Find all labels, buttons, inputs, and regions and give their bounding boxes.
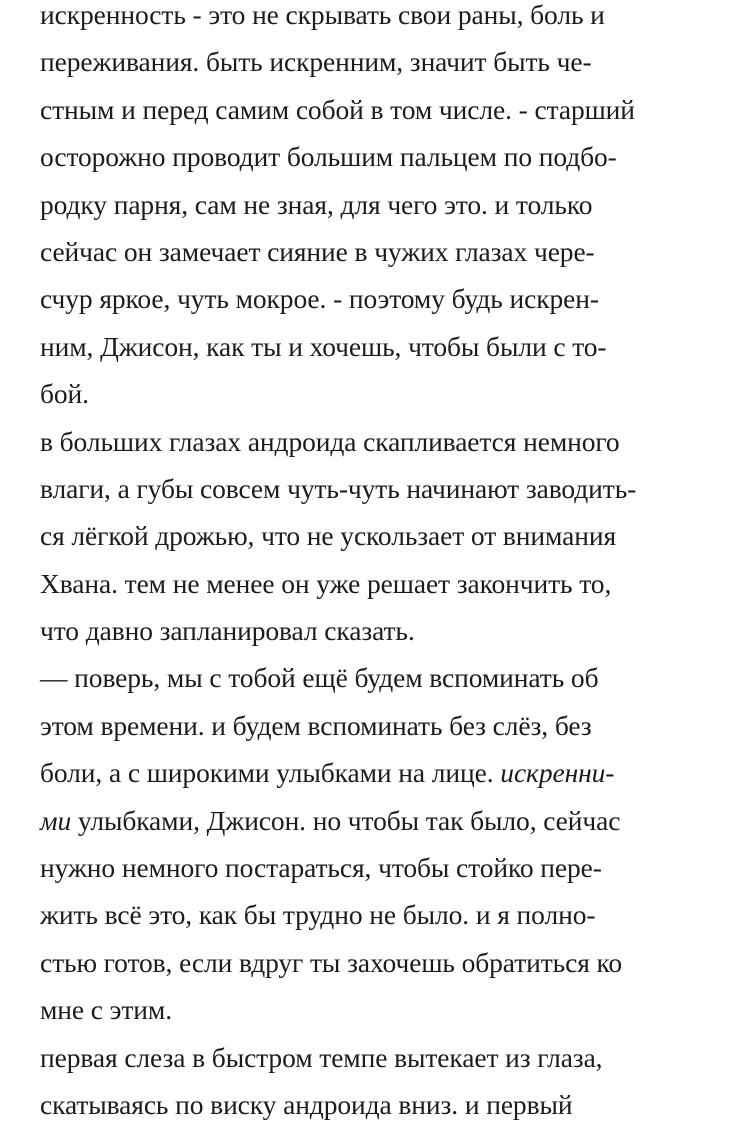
text-run: переживания. быть искренним, значит быть че-	[40, 46, 592, 78]
text-run: улыбками, Джисон. но чтобы так было, сейчас	[71, 804, 621, 836]
text-line	[40, 939, 730, 986]
text-run: нужно немного постараться, чтобы стойко пере-	[40, 852, 602, 884]
text-line	[40, 797, 730, 844]
text-run: первая слеза в быстром темпе вытекает из глаза,	[40, 1041, 603, 1073]
text-run: в больших глазах андроида скапливается немного	[40, 425, 620, 457]
text-line	[40, 133, 730, 180]
text-line	[40, 418, 730, 465]
text-run: родку парня, сам не зная, для чего это. и только	[40, 188, 593, 220]
text-run: сейчас он замечает сияние в чужих глазах чере-	[40, 235, 595, 267]
text-line	[40, 275, 730, 322]
text-run: бой.	[40, 378, 89, 410]
text-run: стным и перед самим собой в том числе. - старший	[40, 93, 635, 125]
text-line	[40, 607, 730, 654]
text-run: стью готов, если вдруг ты захочешь обратиться ко	[40, 946, 623, 978]
text-line	[40, 1034, 730, 1081]
text-line	[40, 181, 730, 228]
text-run: боли, а с широкими улыбками на лице.	[40, 757, 501, 789]
text-line	[40, 844, 730, 891]
text-line	[40, 749, 730, 796]
text-run: Хвана. тем не менее он уже решает закончить то,	[40, 567, 612, 599]
text-line	[40, 86, 730, 133]
italic-text: ми	[40, 804, 72, 836]
text-run: мне с этим.	[40, 994, 172, 1026]
story-text	[40, 0, 730, 1128]
text-line	[40, 465, 730, 512]
text-line	[40, 370, 730, 417]
text-line	[40, 560, 730, 607]
text-run: искренность - это не скрывать свои раны, боль и	[40, 0, 605, 30]
text-line	[40, 38, 730, 85]
text-line	[40, 1081, 730, 1128]
text-line	[40, 986, 730, 1033]
text-line	[40, 228, 730, 275]
italic-text: искренни-	[500, 757, 615, 789]
text-run: — поверь, мы с тобой ещё будем вспоминать об	[40, 662, 599, 694]
text-run: ся лёгкой дрожью, что не ускользает от внимания	[40, 520, 617, 552]
text-run: скатываясь по виску андроида вниз. и первый	[40, 1088, 573, 1120]
text-line	[40, 891, 730, 938]
text-run: ним, Джисон, как ты и хочешь, чтобы были с то-	[40, 330, 607, 362]
text-run: счур яркое, чуть мокрое. - поэтому будь искрен-	[40, 283, 599, 315]
text-line	[40, 0, 730, 38]
text-line	[40, 323, 730, 370]
text-line	[40, 654, 730, 701]
text-run: влаги, а губы совсем чуть-чуть начинают заводить-	[40, 472, 637, 504]
text-run: осторожно проводит большим пальцем по подбо-	[40, 141, 617, 173]
text-run: этом времени. и будем вспоминать без слёз, без	[40, 709, 592, 741]
text-run: жить всё это, как бы трудно не было. и я полно-	[40, 899, 596, 931]
text-run: что давно запланировал сказать.	[40, 615, 415, 647]
text-line	[40, 702, 730, 749]
text-line	[40, 512, 730, 559]
